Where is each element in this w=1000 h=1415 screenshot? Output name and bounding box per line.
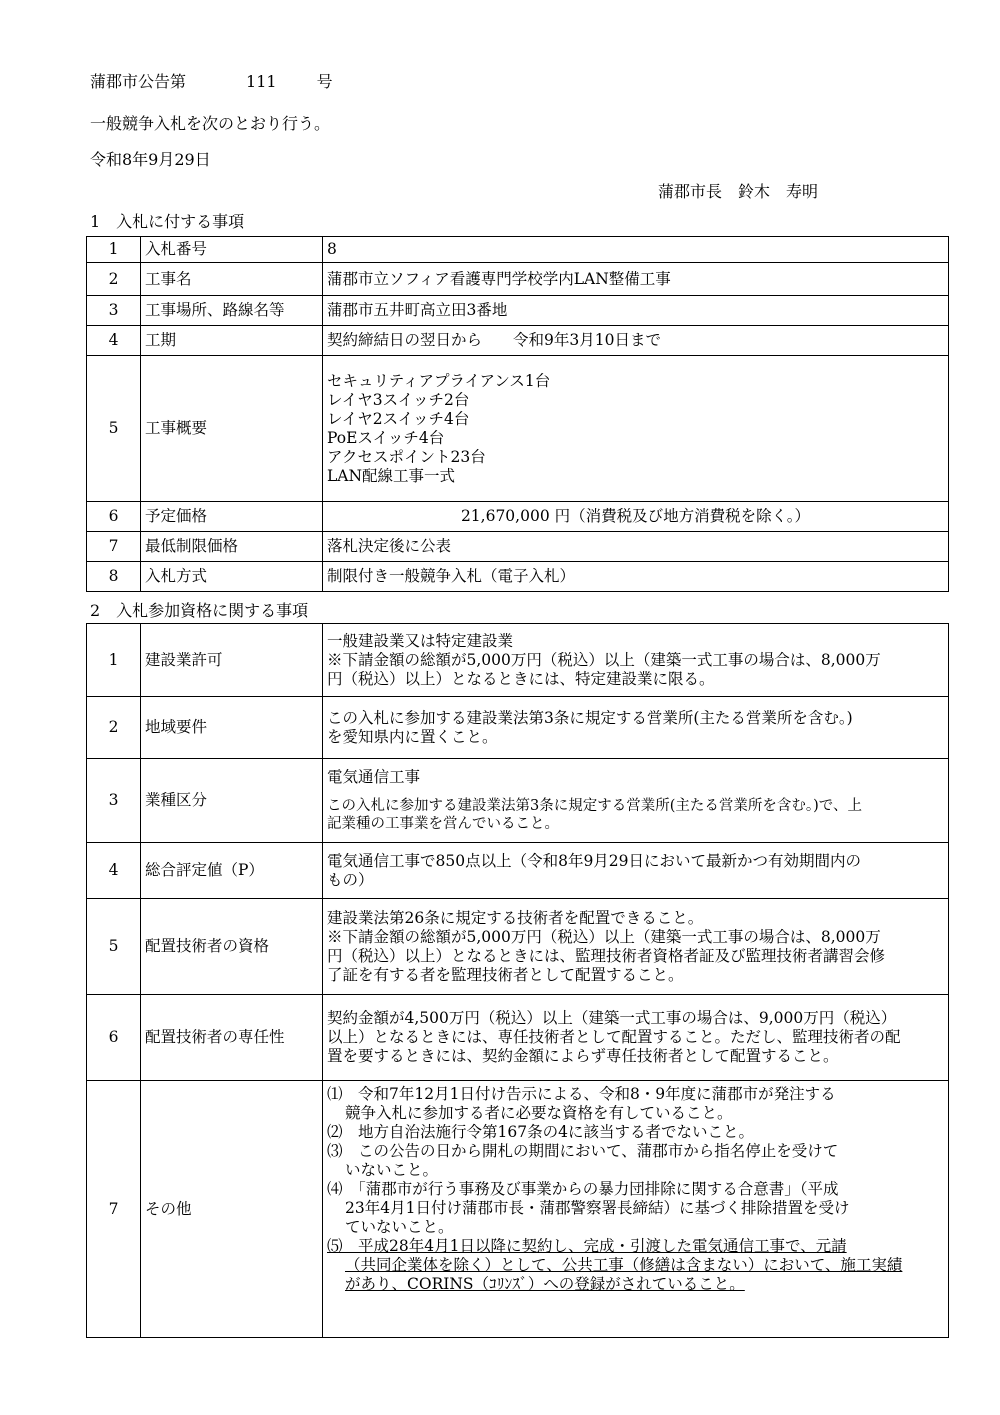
row-label: 工事名: [141, 263, 323, 296]
table-row: [87, 995, 949, 1081]
intro-text: 一般競争入札を次のとおり行う。: [90, 114, 331, 133]
row-label: 配置技術者の資格: [141, 899, 323, 995]
row-label: 予定価格: [141, 502, 323, 532]
table-row: [87, 899, 949, 995]
row-label: 工事場所、路線名等: [141, 296, 323, 326]
row-value: 8: [323, 237, 949, 263]
text-line: ※下請金額の総額が5,000万円（税込）以上（建築一式工事の場合は、8,000万: [327, 650, 881, 669]
condition-item-3-cont: いないこと。: [345, 1161, 439, 1179]
row-number: 1: [87, 237, 141, 263]
table-row: [87, 532, 949, 562]
row-label: 工事概要: [141, 356, 323, 502]
row-value: [323, 759, 949, 843]
row-number: 6: [87, 995, 141, 1081]
condition-item-4: ⑷ 「蒲郡市が行う事務及び事業からの暴力団排除に関する合意書」（平成: [327, 1180, 839, 1198]
row-label: 入札方式: [141, 562, 323, 592]
text-line: もの）: [327, 870, 374, 889]
row-value: [323, 624, 949, 697]
row-value: 21,670,000 円（消費税及び地方消費税を除く。）: [323, 502, 949, 532]
row-value: 契約締結日の翌日から 令和9年3月10日まで: [323, 326, 949, 356]
row-value: [323, 843, 949, 899]
row-value: [323, 1081, 949, 1338]
table-row: [87, 263, 949, 296]
text-line: 以上）となるときには、専任技術者として配置すること。ただし、監理技術者の配: [327, 1028, 901, 1046]
row-number: 1: [87, 624, 141, 697]
summary-line: PoEスイッチ4台: [327, 428, 445, 447]
row-label: 総合評定値（P）: [141, 843, 323, 899]
row-number: 3: [87, 296, 141, 326]
row-value: [323, 697, 949, 759]
row-label: 入札番号: [141, 237, 323, 263]
text-line: 契約金額が4,500万円（税込）以上（建築一式工事の場合は、9,000万円（税込）: [327, 1009, 897, 1027]
text-line: 円（税込）以上）となるときには、特定建設業に限る。: [327, 669, 715, 688]
table-row: [87, 326, 949, 356]
text-line: この入札に参加する建設業法第3条に規定する営業所(主たる営業所を含む。)で、上: [327, 798, 862, 814]
row-number: 8: [87, 562, 141, 592]
summary-line: セキュリティアプライアンス1台: [327, 371, 551, 390]
mayor-name: 蒲郡市長 鈴木 寿明: [658, 182, 819, 201]
row-value: 蒲郡市立ソフィア看護専門学校学内LAN整備工事: [323, 263, 949, 296]
notice-number: 111: [246, 72, 277, 91]
row-label: 地域要件: [141, 697, 323, 759]
table-row: [87, 843, 949, 899]
notice-suffix: 号: [316, 72, 333, 91]
table-row: [87, 562, 949, 592]
condition-item-3: ⑶ この公告の日から開札の期間において、蒲郡市から指名停止を受けて: [327, 1142, 839, 1160]
condition-item-4-cont: ていないこと。: [345, 1218, 454, 1236]
row-number: 4: [87, 843, 141, 899]
row-number: 5: [87, 356, 141, 502]
row-number: 2: [87, 697, 141, 759]
table-row: [87, 356, 949, 502]
section-2-title: 2 入札参加資格に関する事項: [90, 601, 309, 620]
row-number: 2: [87, 263, 141, 296]
table-row: [87, 296, 949, 326]
text-line: 一般建設業又は特定建設業: [327, 631, 514, 650]
notice-number-line: [90, 72, 333, 92]
row-value: 落札決定後に公表: [323, 532, 949, 562]
row-number: 5: [87, 899, 141, 995]
table-row: [87, 624, 949, 697]
summary-line: アクセスポイント23台: [327, 447, 486, 466]
row-number: 3: [87, 759, 141, 843]
table-row: [87, 697, 949, 759]
row-label: 業種区分: [141, 759, 323, 843]
text-line: 了証を有する者を監理技術者として配置すること。: [327, 965, 684, 984]
row-number: 6: [87, 502, 141, 532]
condition-item-1-cont: 競争入札に参加する者に必要な資格を有していること。: [345, 1104, 733, 1122]
condition-item-2: ⑵ 地方自治法施行令第167条の4に該当する者でないこと。: [327, 1123, 754, 1141]
summary-line: LAN配線工事一式: [327, 466, 456, 485]
table-row: [87, 759, 949, 843]
text-line: 置を要するときには、契約金額によらず専任技術者として配置すること。: [327, 1047, 839, 1065]
text-line: 記業種の工事業を営んでいること。: [327, 816, 559, 832]
notice-date: 令和8年9月29日: [90, 150, 211, 169]
table-row: [87, 1081, 949, 1338]
industry-type: 電気通信工事: [327, 768, 421, 786]
text-line: を愛知県内に置くこと。: [327, 727, 498, 746]
text-line: 電気通信工事で850点以上（令和8年9月29日において最新かつ有効期間内の: [327, 851, 862, 870]
row-label: その他: [141, 1081, 323, 1338]
section-1-title: 1 入札に付する事項: [90, 212, 245, 231]
table-row: [87, 237, 949, 263]
row-number: 7: [87, 1081, 141, 1338]
row-value: 制限付き一般競争入札（電子入札）: [323, 562, 949, 592]
summary-line: レイヤ3スイッチ2台: [327, 390, 470, 409]
row-label: 配置技術者の専任性: [141, 995, 323, 1081]
condition-item-5-cont: （共同企業体を除く）として、公共工事（修繕は含まない）において、施工実績: [345, 1256, 903, 1274]
condition-item-4-cont: 23年4月1日付け蒲郡市長・蒲郡警察署長締結）に基づく排除措置を受け: [345, 1199, 850, 1217]
row-number: 4: [87, 326, 141, 356]
row-value: [323, 356, 949, 502]
row-value: 蒲郡市五井町高立田3番地: [323, 296, 949, 326]
row-value: [323, 899, 949, 995]
condition-item-5: ⑸ 平成28年4月1日以降に契約し、完成・引渡した電気通信工事で、元請: [327, 1237, 847, 1255]
condition-item-5-cont: があり、CORINS（ｺﾘﾝｽﾞ）への登録がされていること。: [345, 1275, 745, 1293]
qualification-table: [86, 623, 949, 1338]
row-label: 建設業許可: [141, 624, 323, 697]
summary-line: レイヤ2スイッチ4台: [327, 409, 470, 428]
row-label: 工期: [141, 326, 323, 356]
text-line: 円（税込）以上）となるときには、監理技術者資格者証及び監理技術者講習会修: [327, 946, 886, 965]
bid-items-table: [86, 236, 949, 592]
condition-item-1: ⑴ 令和7年12月1日付け告示による、令和8・9年度に蒲郡市が発注する: [327, 1085, 836, 1103]
text-line: 建設業法第26条に規定する技術者を配置できること。: [327, 908, 704, 927]
notice-prefix: 蒲郡市公告第: [90, 72, 187, 91]
row-label: 最低制限価格: [141, 532, 323, 562]
table-row: [87, 502, 949, 532]
row-value: [323, 995, 949, 1081]
row-number: 7: [87, 532, 141, 562]
text-line: この入札に参加する建設業法第3条に規定する営業所(主たる営業所を含む。): [327, 708, 853, 727]
text-line: ※下請金額の総額が5,000万円（税込）以上（建築一式工事の場合は、8,000万: [327, 927, 881, 946]
